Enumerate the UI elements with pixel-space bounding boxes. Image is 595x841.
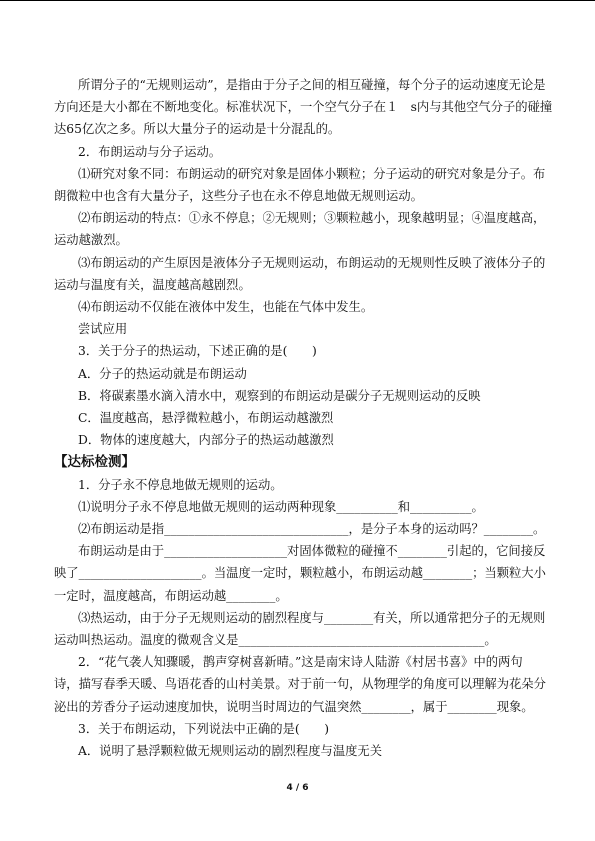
text-line: 运动叫热运动。温度的微观含义是________________________________________。 [54,633,497,648]
text-line: 2．“花气袭人知骤暖，鹊声穿树喜新晴。”这是南宋诗人陆游《村居书喜》中的两句 [78,655,523,670]
text-line: 映了____________________。当温度一定时，颗粒越小，布朗运动越________；当颗粒大小 [54,566,546,581]
text-line: 运动越激烈。 [54,233,128,248]
text-line: 泌出的芳香分子运动速度加快，说明当时周边的气温突然________，属于________现象。 [54,699,534,714]
page-number: 4 / 6 [286,783,309,793]
text-line: ⑶布朗运动的产生原因是液体分子无规则运动，布朗运动的无规则性反映了液体分子的 [78,255,546,270]
text-line: ⑶热运动，由于分子无规则运动的剧烈程度与________有关，所以通常把分子的无规则 [78,610,546,625]
text-line: ⑷布朗运动不仅能在液体中发生，也能在气体中发生。 [78,300,374,315]
text-line: 布朗运动是由于____________________对固体微粒的碰撞不________引起的，它间接反 [78,544,546,559]
text-line: 诗，描写春季天暖、鸟语花香的山村美景。对于前一句，从物理学的角度可以理解为花朵分 [54,677,546,692]
text-line: 达65亿次之多。所以大量分子的运动是十分混乱的。 [54,122,341,137]
text-line: C．温度越高，悬浮微粒越小，布朗运动越激烈 [78,411,334,426]
text-line: 运动与温度有关，温度越高越剧烈。 [54,277,251,292]
text-line: D．物体的速度越大，内部分子的热运动越激烈 [78,433,334,448]
text-line: 尝试应用 [78,322,128,337]
text-line: ⑵布朗运动是指______________________________，是分子本身的运动吗？________。 [78,522,546,537]
document-body [54,74,553,762]
text-line: 所谓分子的“无规则运动”，是指由于分子之间的相互碰撞，每个分子的运动速度无论是 [78,78,546,92]
text-line: 朗微粒中也含有大量分子，这些分子也在永不停息地做无规则运动。 [54,189,423,204]
top-border-line [0,0,595,1]
text-line: ⑵布朗运动的特点：①永不停息；②无规则；③颗粒越小，现象越明显；④温度越高， [78,211,546,226]
text-line: ⑴说明分子永不停息地做无规则的运动两种现象__________和__________。 [78,499,484,514]
text-line: A．说明了悬浮颗粒做无规则运动的剧烈程度与温度无关 [78,744,383,759]
text-line: B．将碳素墨水滴入清水中，观察到的布朗运动是碳分子无规则运动的反映 [78,388,481,403]
text-line: 2．布朗运动与分子运动。 [78,144,222,159]
text-line: 3．关于布朗运动，下列说法中正确的是( ) [78,721,330,736]
text-line: ⑴研究对象不同：布朗运动的研究对象是固体小颗粒；分子运动的研究对象是分子。布 [78,166,546,181]
text-line: 一定时，温度越高，布朗运动越________。 [54,588,288,603]
text-line: A．分子的热运动就是布朗运动 [78,366,247,381]
section-heading: 【达标检测】 [54,454,135,471]
text-line: 3．关于分子的热运动，下述正确的是( ) [78,344,317,359]
text-line: 1．分子永不停息地做无规则的运动。 [78,477,283,492]
text-line: 方向还是大小都在不断地变化。标准状况下，一个空气分子在１ s内与其他空气分子的碰撞 [54,100,553,115]
